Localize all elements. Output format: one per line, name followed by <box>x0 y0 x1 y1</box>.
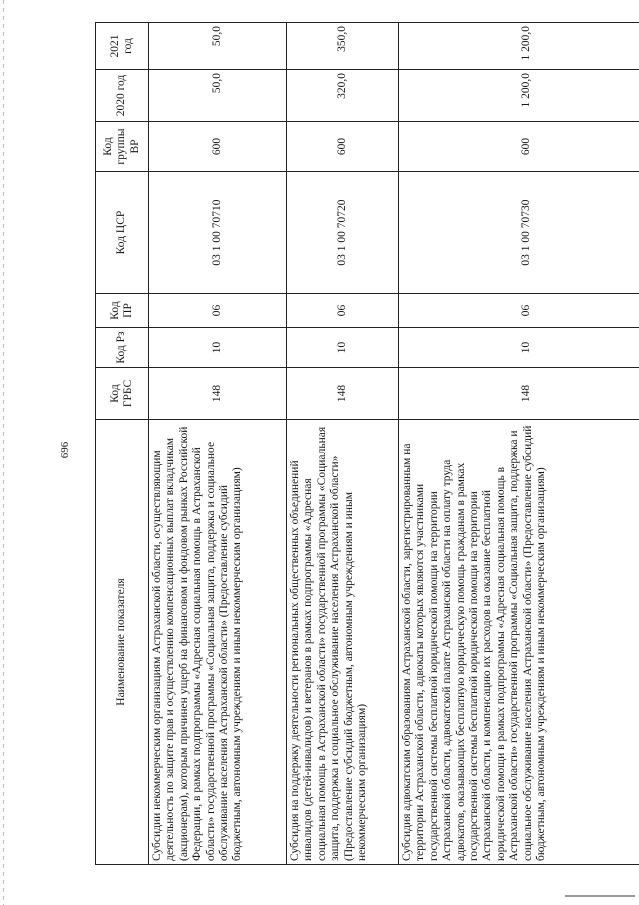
table-header-row <box>96 23 149 865</box>
row-name: Субсидия адвокатским образованиям Астраханской области, зарегистрированным на территории Астраханской области, адвокаты которых являются участниками государственной системы бесплатной юридической помощи на территории Астраханской области, адвокатской палате Астраханской области на оплату труда адвокатов, оказывающих бесплатную юридическую помощь гражданам в рамках государственной системы бесплатной юридической помощи на территории Астраханской области, и компенсацию их расходов на оказание бесплатной юридической помощи в рамках подпрограммы «Адресная социальная помощь в Астраханской области» государственной программы «Социальная защита, поддержка и социальное обслуживание населения Астраханской области» (Предоставление субсидий бюджетным, автономным учреждениям и иным некоммерческим организациям) <box>399 420 639 865</box>
row-grbs: 148 <box>399 368 639 420</box>
row-vr: 600 <box>399 122 639 172</box>
scan-mark <box>565 895 635 897</box>
header-rz: Код Рз <box>96 328 149 368</box>
row-name: Субсидии некоммерческим организациям Астраханской области, осуществляющим деятельность по защите прав и осуществлению компенсационных выплат вкладчикам (акционерам), которым причинен ущерб на финансовом и фондовом рынках Российской Федерации, в рамках подпрограммы «Адресная социальная помощь в Астраханской области» государственной программы «Социальная защита, поддержка и социальное обслуживание населения Астраханской области» (Предоставление субсидий бюджетным, автономным учреждениям и иным некоммерческим организациям) <box>149 420 287 865</box>
header-name: Наименование показателя <box>96 420 149 865</box>
scan-edge-line <box>3 0 4 905</box>
header-2021: 2021 год <box>96 23 149 70</box>
row-2020: 1 200,0 <box>399 70 639 122</box>
row-grbs: 148 <box>287 368 399 420</box>
header-pr: Код ПР <box>96 294 149 328</box>
row-2020: 50,0 <box>149 70 287 122</box>
row-pr: 06 <box>287 294 399 328</box>
table-row <box>287 23 399 865</box>
table-row <box>149 23 287 865</box>
row-name: Субсидия на поддержку деятельности региональных общественных объединений инвалидов (детей-инвалидов) и ветеранов в рамках подпрограммы «Адресная социальная помощь в Астраханской области» государственной программы «Социальная защита, поддержка и социальное обслуживание населения Астраханской области» (Предоставление субсидий бюджетным, автономным учреждениям и иным некоммерческим организациям) <box>287 420 399 865</box>
row-rz: 10 <box>287 328 399 368</box>
header-2020: 2020 год <box>96 70 149 122</box>
header-grbs: Код ГРБС <box>96 368 149 420</box>
row-2021: 50,0 <box>149 23 287 70</box>
table-row <box>399 23 639 865</box>
rotated-table-wrapper <box>95 23 639 865</box>
row-pr: 06 <box>399 294 639 328</box>
row-rz: 10 <box>149 328 287 368</box>
header-vr: Код группы ВР <box>96 122 149 172</box>
budget-table <box>95 22 639 865</box>
page-number: 696 <box>59 441 71 459</box>
row-2021: 1 200,0 <box>399 23 639 70</box>
row-grbs: 148 <box>149 368 287 420</box>
row-csr: 03 1 00 70710 <box>149 172 287 294</box>
row-vr: 600 <box>149 122 287 172</box>
row-vr: 600 <box>287 122 399 172</box>
header-csr: Код ЦСР <box>96 172 149 294</box>
row-2021: 350,0 <box>287 23 399 70</box>
row-csr: 03 1 00 70730 <box>399 172 639 294</box>
row-rz: 10 <box>399 328 639 368</box>
row-2020: 320,0 <box>287 70 399 122</box>
row-csr: 03 1 00 70720 <box>287 172 399 294</box>
row-pr: 06 <box>149 294 287 328</box>
